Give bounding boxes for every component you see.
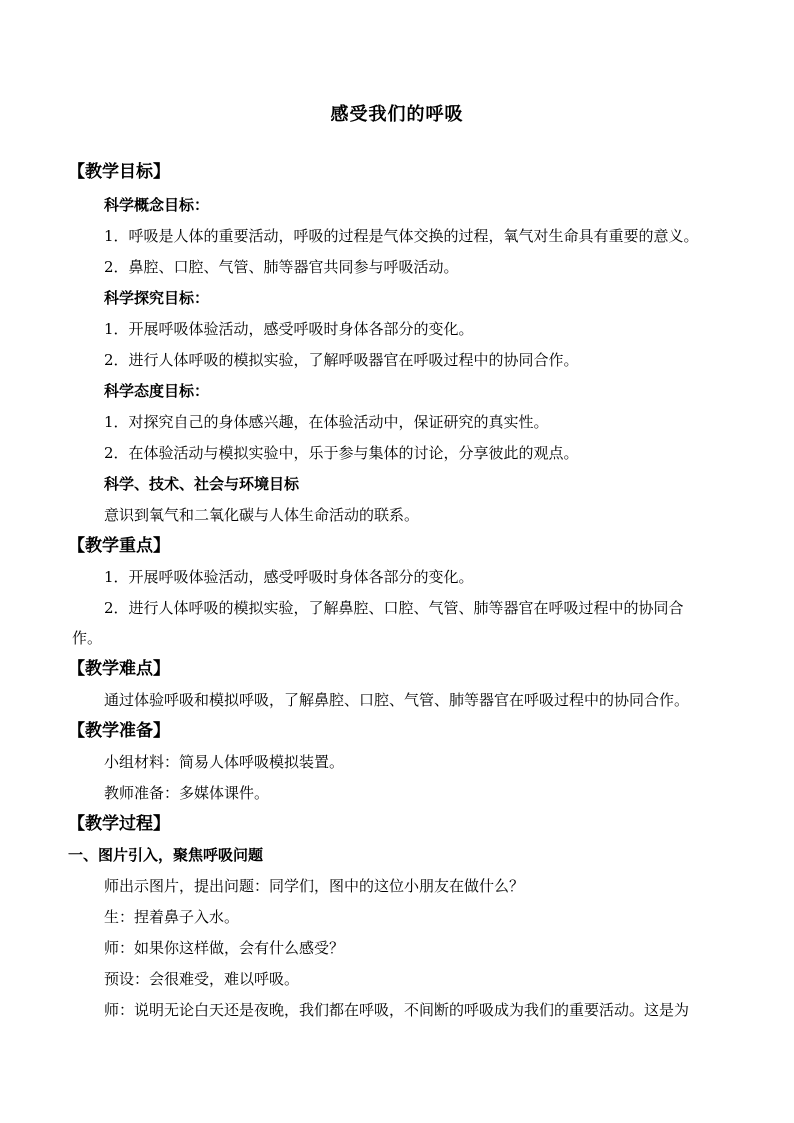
process-line: 师：如果你这样做，会有什么感受？: [104, 939, 345, 957]
phase-title: 一、图片引入，聚焦呼吸问题: [68, 846, 264, 864]
attitude-label: 科学态度目标：: [104, 382, 210, 400]
concept-item: 2．鼻腔、口腔、气管、肺等器官共同参与呼吸活动。: [104, 258, 459, 276]
inquiry-item: 2．进行人体呼吸的模拟实验，了解呼吸器官在呼吸过程中的协同合作。: [104, 351, 579, 369]
preparation-item: 教师准备：多媒体课件。: [104, 784, 270, 802]
process-line: 师：说明无论白天还是夜晚，我们都在呼吸，不间断的呼吸成为我们的重要活动。这是为: [104, 1001, 690, 1019]
key-points-heading: 【教学重点】: [68, 536, 170, 556]
page-title: 感受我们的呼吸: [330, 104, 464, 125]
process-line: 预设：会很难受，难以呼吸。: [104, 970, 300, 988]
process-line: 师出示图片，提出问题：同学们，图中的这位小朋友在做什么？: [104, 877, 525, 895]
difficulties-text: 通过体验呼吸和模拟呼吸，了解鼻腔、口腔、气管、肺等器官在呼吸过程中的协同合作。: [104, 691, 690, 709]
sts-label: 科学、技术、社会与环境目标: [104, 475, 300, 493]
preparation-heading: 【教学准备】: [68, 721, 170, 741]
process-heading: 【教学过程】: [68, 814, 170, 834]
concept-item: 1．呼吸是人体的重要活动，呼吸的过程是气体交换的过程，氧气对生命具有重要的意义。: [104, 227, 699, 245]
process-line: 生：捏着鼻子入水。: [104, 908, 240, 926]
difficulties-heading: 【教学难点】: [68, 659, 170, 679]
preparation-item: 小组材料：简易人体呼吸模拟装置。: [104, 753, 345, 771]
attitude-item: 1．对探究自己的身体感兴趣，在体验活动中，保证研究的真实性。: [104, 413, 549, 431]
concept-label: 科学概念目标：: [104, 196, 210, 214]
key-point-item: 2．进行人体呼吸的模拟实验，了解鼻腔、口腔、气管、肺等器官在呼吸过程中的协同合: [104, 599, 684, 617]
objectives-heading: 【教学目标】: [68, 162, 170, 182]
attitude-item: 2．在体验活动与模拟实验中，乐于参与集体的讨论，分享彼此的观点。: [104, 444, 579, 462]
sts-text: 意识到氧气和二氧化碳与人体生命活动的联系。: [104, 506, 420, 524]
inquiry-label: 科学探究目标：: [104, 289, 210, 307]
inquiry-item: 1．开展呼吸体验活动，感受呼吸时身体各部分的变化。: [104, 320, 474, 338]
key-point-item-continuation: 作。: [72, 629, 103, 647]
key-point-item: 1．开展呼吸体验活动，感受呼吸时身体各部分的变化。: [104, 568, 474, 586]
